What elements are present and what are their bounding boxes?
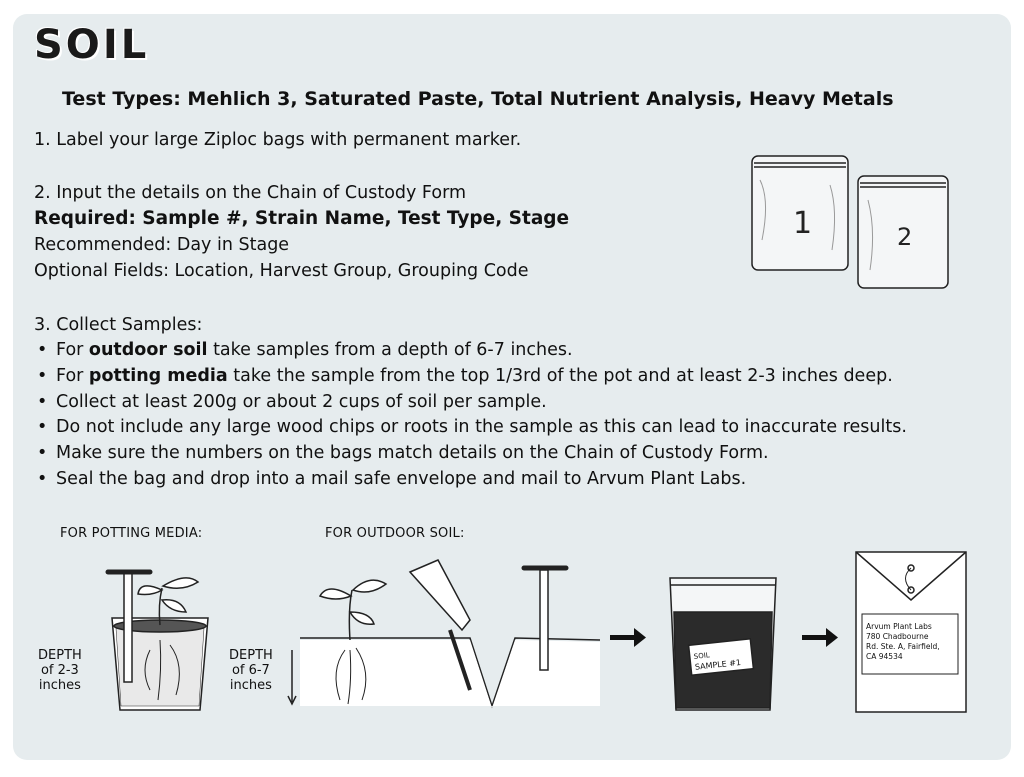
address-line: Arvum Plant Labs	[866, 622, 932, 631]
step-2-heading: 2. Input the details on the Chain of Custody Form	[34, 183, 467, 203]
depth-outdoor-label	[229, 648, 273, 693]
arrow-right-icon	[802, 628, 838, 647]
sample-label-line-2: SAMPLE #1	[694, 657, 742, 672]
step-1-text: 1. Label your large Ziploc bags with permanent marker.	[34, 130, 522, 150]
depth-potting-label	[38, 648, 82, 693]
bullet-text: For	[56, 340, 89, 360]
bullet-text: Seal the bag and drop into a mail safe envelope and mail to Arvum Plant Labs.	[56, 468, 747, 489]
bullet-text: Do not include any large wood chips or roots in the sample as this can lead to inaccurate results.	[56, 417, 907, 438]
potting-media-pot-icon	[108, 572, 208, 710]
step-2-required: Required: Sample #, Strain Name, Test Type, Stage	[34, 208, 570, 229]
bullet-text: Collect at least 200g or about 2 cups of soil per sample.	[56, 391, 547, 412]
address-line: 780 Chadbourne	[866, 632, 929, 641]
depth-line: inches	[229, 678, 272, 693]
bullet-text: take samples from a depth of 6-7 inches.	[207, 340, 573, 360]
arrow-right-icon	[610, 628, 646, 647]
depth-line: inches	[38, 678, 81, 693]
test-types: Test Types: Mehlich 3, Saturated Paste, Total Nutrient Analysis, Heavy Metals	[62, 88, 894, 110]
address-line: Rd. Ste. A, Fairfield,	[866, 642, 940, 651]
bullet-bold-text: outdoor soil	[88, 340, 208, 360]
bag-1-number: 1	[793, 206, 813, 241]
sample-label-line-1: SOIL	[693, 651, 711, 661]
depth-line: DEPTH	[229, 648, 273, 663]
step-2-optional: Optional Fields: Location, Harvest Group, Grouping Code	[34, 261, 529, 281]
outdoor-soil-label: FOR OUTDOOR SOIL:	[325, 526, 465, 541]
potting-media-label: FOR POTTING MEDIA:	[60, 526, 203, 541]
depth-line: of 2-3	[40, 663, 79, 678]
depth-line: of 6-7	[231, 663, 270, 678]
bullet-text: take the sample from the top 1/3rd of the pot and at least 2-3 inches deep.	[227, 365, 893, 386]
step-2-recommended: Recommended: Day in Stage	[34, 235, 290, 255]
depth-line: DEPTH	[38, 648, 82, 663]
outdoor-soil-ground-icon	[288, 560, 600, 708]
bullet-text: Make sure the numbers on the bags match details on the Chain of Custody Form.	[56, 443, 769, 464]
page-title: SOIL	[34, 22, 150, 68]
envelope-address	[866, 622, 950, 662]
soil-sample-bag-icon	[670, 578, 776, 710]
bullet-text: For	[56, 365, 89, 386]
bag-2-number: 2	[897, 223, 913, 251]
address-line: CA 94534	[866, 652, 903, 661]
step-3-heading: 3. Collect Samples:	[34, 315, 203, 335]
bullet-bold-text: potting media	[88, 365, 228, 386]
